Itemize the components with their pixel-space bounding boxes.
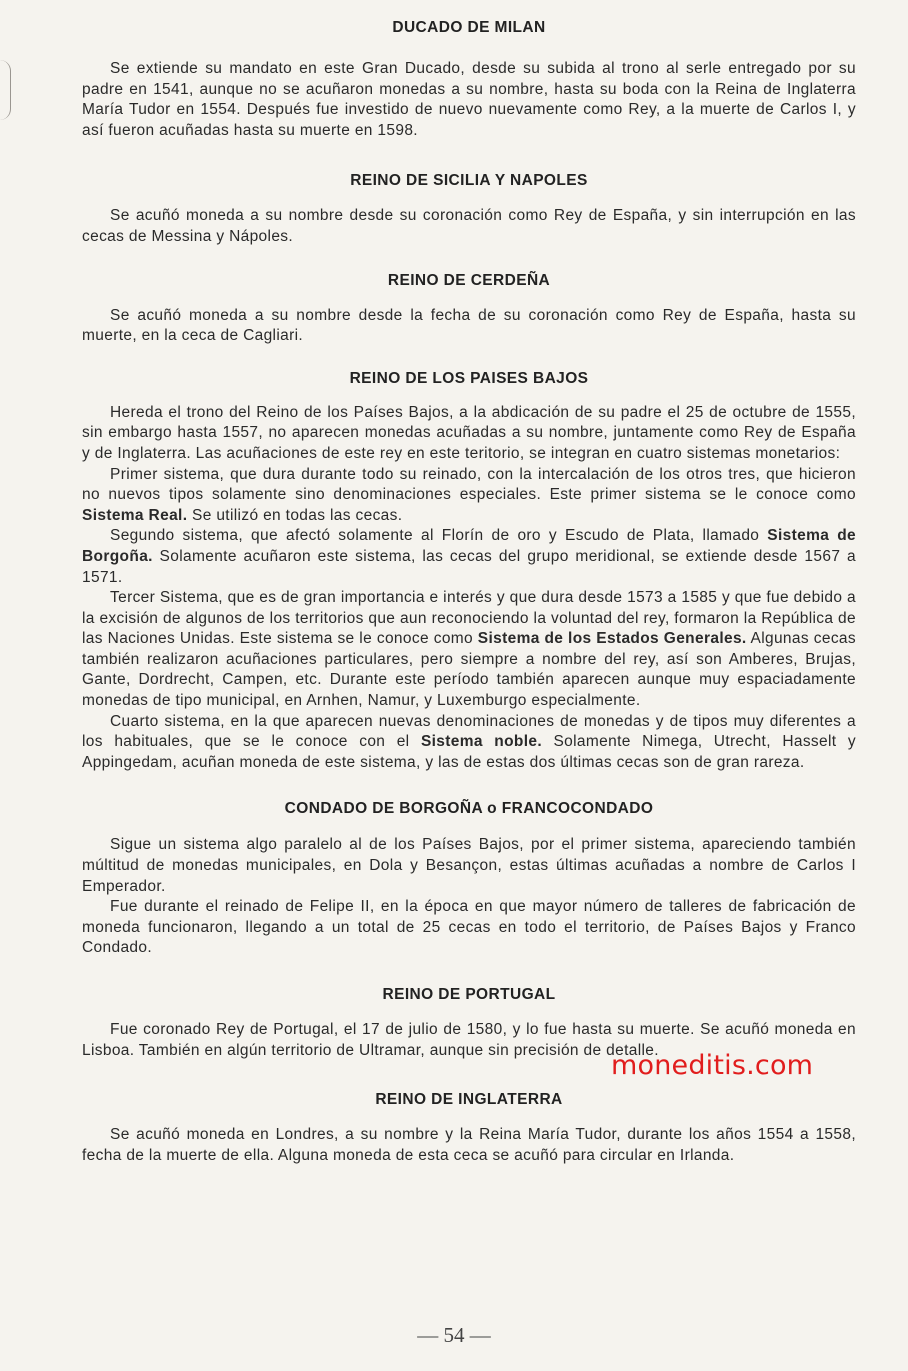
section-heading: DUCADO DE MILAN <box>392 19 546 36</box>
bold-term: Sistema de Borgoña. <box>82 527 856 565</box>
section-borgona <box>82 799 856 959</box>
section-text <box>82 1125 856 1166</box>
paragraph <box>82 306 856 347</box>
paragraph <box>82 835 856 897</box>
paragraph <box>82 59 856 141</box>
section-ducado-milan <box>82 18 856 141</box>
section-heading: REINO DE INGLATERRA <box>375 1091 563 1109</box>
section-text <box>82 206 856 247</box>
text-run: Hereda el trono del Reino de los Países Bajos, a la abdicación de su padre el 25 de octubre de 1555, sin embargo hasta 1557, no aparecen monedas acuñadas a su nombre, juntamente como Rey de España y de Inglaterra. Las acuñaciones de este rey en este teritorio, se integran en cuatro sistemas monetarios: <box>82 403 856 462</box>
page-body <box>82 18 856 1166</box>
text-run: Primer sistema, que dura durante todo su reinado, con la intercalación de los otros tres, que hicieron no nuevos tipos solamente sino denominaciones especiales. Este primer sistema se le conoce como <box>82 465 856 504</box>
paragraph <box>82 526 856 588</box>
paragraph <box>82 897 856 959</box>
section-cerdena <box>82 271 856 347</box>
section-inglaterra <box>82 1090 856 1166</box>
paragraph <box>82 712 856 774</box>
text-run: Se extiende su mandato en este Gran Ducado, desde su subida al trono al serle entregado por su padre en 1541, aunque no se acuñaron monedas a su nombre, hasta su boda con la Reina de Inglaterra María Tudor en 1554. Después fue investido de nuevo nuevamente como Rey, a la muerte de Carlos I, y así fueron acuñadas hasta su muerte en 1598. <box>82 60 856 139</box>
text-run: Se acuñó moneda a su nombre desde la fecha de su coronación como Rey de España, hasta su muerte, en la ceca de Cagliari. <box>82 306 856 345</box>
text-run: Tercer Sistema, que es de gran importancia e interés y que dura desde 1573 a 1585 y que fue debido a la excisión de algunos de los territorios que aun reconociendo la voluntad del rey, formaron la República de las Naciones Unidas. Este sistema se le conoce como <box>82 589 856 648</box>
text-run: Fue coronado Rey de Portugal, el 17 de julio de 1580, y lo fue hasta su muerte. Se acuñó moneda en Lisboa. También en algún territorio de Ultramar, aunque sin precisión de detalle. <box>82 1021 856 1059</box>
paragraph <box>82 588 856 712</box>
text-run: Cuarto sistema, en la que aparecen nuevas denominaciones de monedas y de tipos muy diferentes a los habituales, que se le conoce con el <box>82 712 856 751</box>
text-run: Fue durante el reinado de Felipe II, en la época en que mayor número de talleres de fabricación de moneda funcionaron, llegando a un total de 25 cecas en todo el territorio, de Países Bajos y Franco Condado. <box>82 898 856 957</box>
paragraph <box>82 206 856 247</box>
text-run: Solamente Nimega, Utrecht, Hasselt y Appingedam, acuñan moneda de este sistema, y las de estas dos últimas cecas son de gran rareza. <box>82 733 857 771</box>
text-run: Se utilizó en todas las cecas. <box>187 506 403 524</box>
text-run: Sigue un sistema algo paralelo al de los Países Bajos, por el primer sistema, apareciendo también múltitud de monedas municipales, en Dola y Besançon, estas últimas acuñadas a nombre de Carlos I Emperador. <box>82 836 856 895</box>
section-heading: REINO DE CERDEÑA <box>387 271 551 289</box>
section-text <box>82 306 856 347</box>
section-heading: REINO DE PORTUGAL <box>382 986 556 1003</box>
section-heading: REINO DE SICILIA Y NAPOLES <box>350 172 588 190</box>
bold-term: Sistema noble. <box>420 733 543 751</box>
paragraph <box>82 403 856 465</box>
text-run: Solamente acuñaron este sistema, las cecas del grupo meridional, se extiende desde 1567 a 1571. <box>82 547 856 586</box>
section-heading: REINO DE LOS PAISES BAJOS <box>349 369 589 387</box>
paragraph <box>82 1125 856 1166</box>
section-heading: CONDADO DE BORGOÑA o FRANCOCONDADO <box>284 800 654 818</box>
paragraph <box>82 465 856 527</box>
section-text <box>82 403 856 774</box>
bold-term: Sistema Real. <box>82 506 188 524</box>
section-sicilia-napoles <box>82 171 856 247</box>
page-number: — 54 — <box>417 1323 491 1347</box>
watermark-text: moneditis.com <box>611 1050 814 1081</box>
section-text <box>82 835 856 959</box>
bold-term: Sistema de los Estados Generales. <box>477 630 747 648</box>
text-run: Algunas cecas también realizaron acuñaciones particulares, pero siempre a nombre del rey, así son Amberes, Brujas, Gante, Dordrecht, Campen, etc. Durante este período también aparecen aunque muy espaciadamente monedas de tipo municipal, en Arnhen, Namur, y Luxemburgo especialmente. <box>82 630 856 710</box>
section-paises-bajos <box>82 369 856 774</box>
text-run: Se acuñó moneda en Londres, a su nombre y la Reina María Tudor, durante los años 1554 a 1558, fecha de la muerte de ella. Alguna moneda de esta ceca se acuñó para circular en Irlanda. <box>82 1126 856 1164</box>
section-text <box>82 59 856 141</box>
page-curl-edge <box>0 60 11 120</box>
text-run: Segundo sistema, que afectó solamente al Florín de oro y Escudo de Plata, llamado <box>110 527 768 545</box>
text-run: Se acuñó moneda a su nombre desde su coronación como Rey de España, y sin interrupción en las cecas de Messina y Nápoles. <box>82 207 856 245</box>
